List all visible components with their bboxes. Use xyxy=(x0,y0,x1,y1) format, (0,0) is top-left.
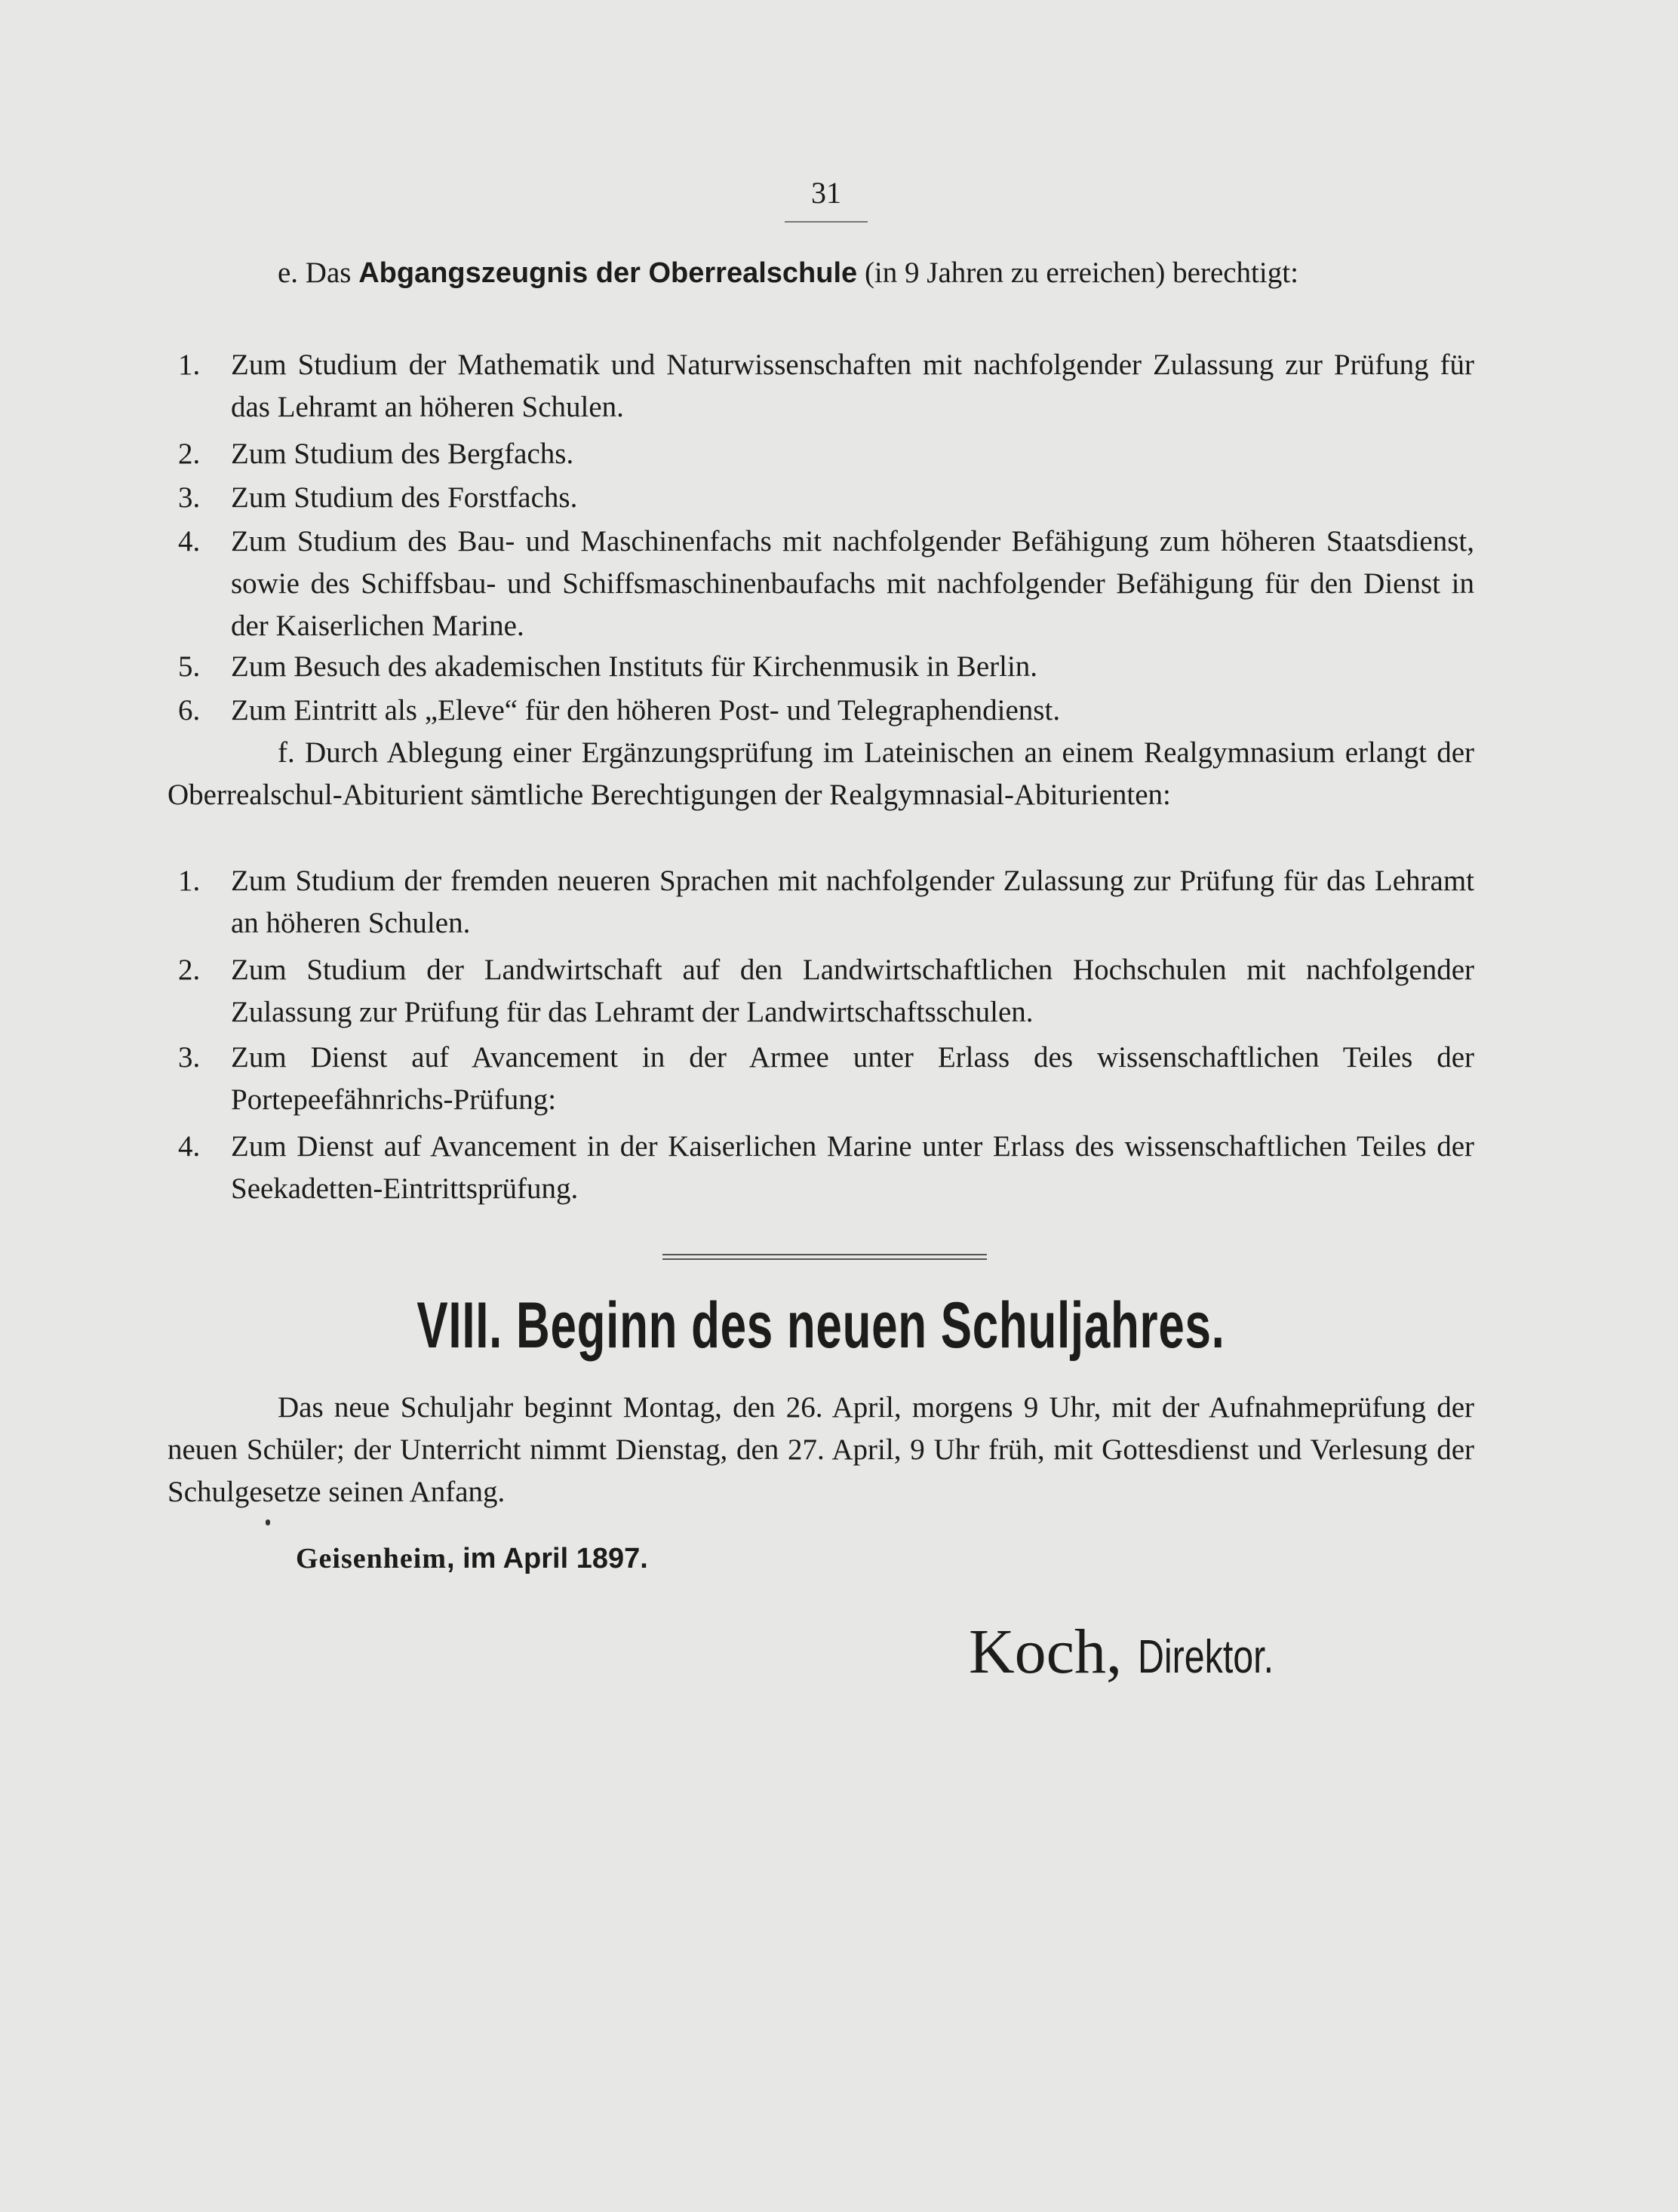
list-item-number: 5. xyxy=(178,650,201,683)
list-item-text: Zum Studium des Forstfachs. xyxy=(231,481,578,514)
list-item-number: 4. xyxy=(178,525,201,558)
section-e-suffix: (in 9 Jahren zu erreichen) berechtigt: xyxy=(857,257,1298,289)
place-name: Geisenheim xyxy=(296,1543,447,1575)
list-item-number: 3. xyxy=(178,1041,201,1074)
signer-name: Koch, xyxy=(969,1617,1122,1687)
section-viii-body: Das neue Schuljahr beginnt Montag, den 26. April, morgens 9 Uhr, mit der Aufnahmeprüfung der neuen Schüler; der Unterricht nimmt Dienstag, den 27. April, 9 Uhr früh, mit Gottesdienst und Verlesung der Schulgesetze seinen Anfang. xyxy=(167,1391,1474,1508)
section-e-intro xyxy=(167,252,1474,294)
list-item-number: 3. xyxy=(178,481,201,514)
date-text: , im April 1897. xyxy=(446,1543,648,1575)
list-item-number: 2. xyxy=(178,438,201,470)
list-item-number: 4. xyxy=(178,1130,201,1163)
list-item-text: Zum Studium des Bau- und Maschinenfachs mit nachfolgender Befähigung zum höheren Staatsdienst, sowie des Schiffsbau- und Schiffsmaschinenbaufachs mit nachfolgender Befähigung für den Dienst in der Kaiserlichen Marine. xyxy=(231,525,1474,642)
list-e-item-1 xyxy=(178,344,1474,429)
list-item-text: Zum Studium der fremden neueren Sprachen mit nachfolgender Zulassung zur Prüfung für das Lehramt an höheren Schulen. xyxy=(231,865,1474,939)
list-item-text: Zum Studium der Landwirtschaft auf den Landwirtschaftlichen Hochschulen mit nachfolgender Zulassung zur Prüfung für das Lehramt der Landwirtschaftsschulen. xyxy=(231,954,1474,1028)
list-item-number: 1. xyxy=(178,349,201,381)
list-item-text: Zum Studium der Mathematik und Naturwissenschaften mit nachfolgender Zulassung zur Prüfung für das Lehramt an höheren Schulen. xyxy=(231,349,1474,423)
list-f-item-2 xyxy=(178,949,1474,1034)
section-e-prefix: e. Das xyxy=(278,257,359,289)
place-date-line xyxy=(296,1542,648,1575)
list-e-item-6 xyxy=(178,690,1474,732)
list-f-item-1 xyxy=(178,860,1474,945)
section-viii-heading: VIII. Beginn des neuen Schuljahres. xyxy=(416,1289,1225,1362)
page-number: 31 xyxy=(785,175,868,223)
list-e-item-3 xyxy=(178,477,1474,519)
list-f-item-4 xyxy=(178,1126,1474,1210)
list-item-number: 6. xyxy=(178,694,201,727)
list-item-text: Zum Studium des Bergfachs. xyxy=(231,438,574,470)
list-e-item-5 xyxy=(178,646,1474,688)
list-item-text: Zum Eintritt als „Eleve“ für den höheren Post- und Telegraphendienst. xyxy=(231,694,1061,727)
section-f-paragraph: f. Durch Ablegung einer Ergänzungsprüfung im Lateinischen an einem Realgymnasium erlangt der Oberrealschul-Abiturient sämtliche Berechtigungen der Realgymnasial-Abiturienten: xyxy=(167,736,1474,811)
list-item-text: Zum Dienst auf Avancement in der Armee unter Erlass des wissenschaftlichen Teiles der Portepeefähnrichs-Prüfung: xyxy=(231,1041,1474,1116)
signer-title: Direktor. xyxy=(1137,1631,1274,1683)
ink-speck xyxy=(266,1519,270,1525)
list-item-number: 1. xyxy=(178,865,201,897)
list-item-text: Zum Besuch des akademischen Instituts für Kirchenmusik in Berlin. xyxy=(231,650,1038,683)
list-item-number: 2. xyxy=(178,954,201,986)
list-item-text: Zum Dienst auf Avancement in der Kaiserlichen Marine unter Erlass des wissenschaftlichen Teiles der Seekadetten-Eintrittsprüfung. xyxy=(231,1130,1474,1205)
list-f-item-3 xyxy=(178,1037,1474,1121)
signature-line xyxy=(969,1614,1312,1695)
list-e-item-4 xyxy=(178,521,1474,647)
list-e-item-2 xyxy=(178,433,1474,475)
section-e-bold-title: Abgangszeugnis der Oberrealschule xyxy=(358,257,858,289)
section-divider xyxy=(662,1254,987,1260)
